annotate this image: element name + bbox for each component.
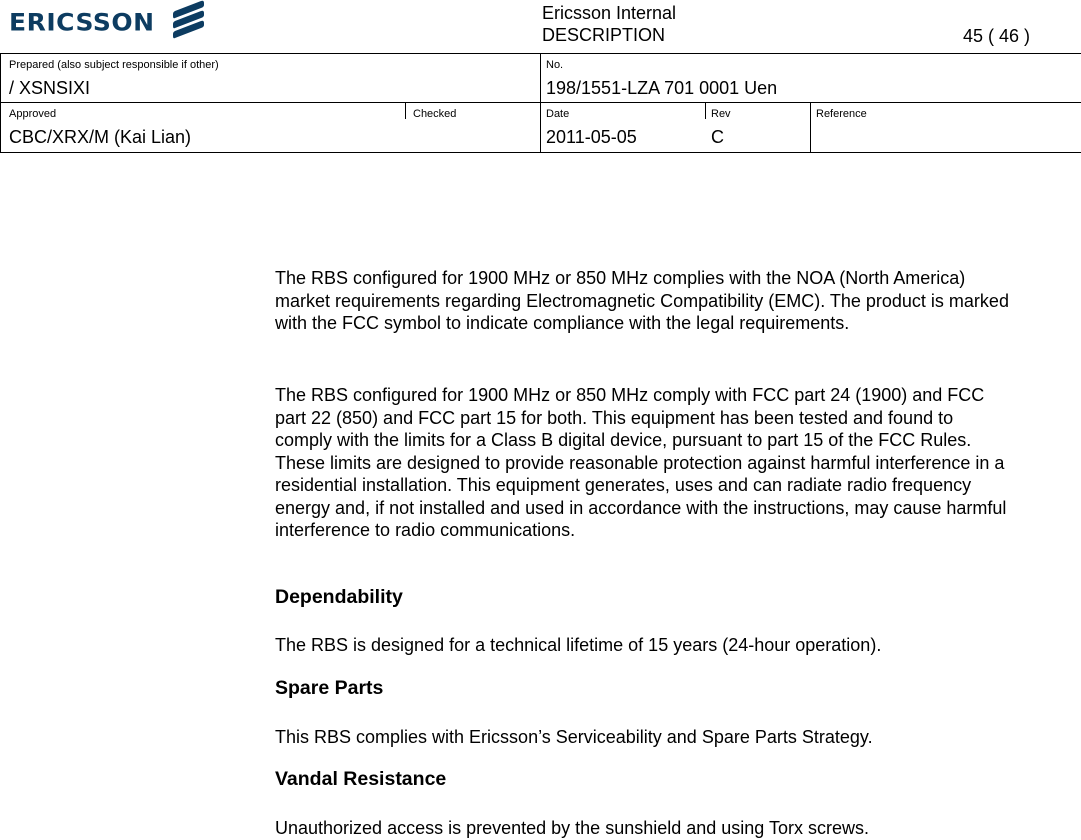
- approved-value: CBC/XRX/M (Kai Lian): [9, 127, 192, 147]
- doc-number-value: 198/1551-LZA 701 0001 Uen: [546, 78, 778, 98]
- reference-label: Reference: [816, 108, 867, 120]
- page-number: 45 ( 46 ): [963, 26, 1031, 46]
- paragraph-emc: The RBS configured for 1900 MHz or 850 MHz complies with the NOA (North America) market requirements regarding Electromagnetic Compatibility (EMC). The product is marked with the FCC symbol to indicate compliance with the legal requirements.: [275, 268, 1009, 333]
- divider: [705, 103, 706, 119]
- divider: [0, 53, 1, 153]
- prepared-label: Prepared (also subject responsible if other): [9, 59, 219, 71]
- checked-label: Checked: [413, 108, 457, 120]
- prepared-value: / XSNSIXI: [9, 78, 91, 98]
- section-heading-vandal-resistance: Vandal Resistance: [275, 768, 447, 790]
- classification: Ericsson Internal: [542, 3, 677, 23]
- section-heading-dependability: Dependability: [275, 586, 403, 608]
- ericsson-logo-icon: [172, 0, 206, 40]
- rev-label: Rev: [711, 108, 731, 120]
- divider: [810, 103, 811, 153]
- ericsson-logo-text: ERICSSON: [9, 8, 155, 37]
- divider: [540, 53, 541, 153]
- date-label: Date: [546, 108, 570, 120]
- rev-value: C: [711, 127, 724, 147]
- approved-label: Approved: [9, 108, 57, 120]
- doc-number-label: No.: [546, 59, 564, 71]
- divider: [405, 103, 406, 119]
- paragraph-fcc: The RBS configured for 1900 MHz or 850 MHz comply with FCC part 24 (1900) and FCC part 22 (850) and FCC part 15 for both. This equipment has been tested and found to comply with the limits for a Class B digital device, pursuant to part 15 of the FCC Rules. These limits are designed to provide reasonable protection against harmful interference in a residential installation. This equipment generates, uses and can radiate radio frequency energy and, if not installed and used in accordance with the instructions, may cause harmful interference to radio communications.: [275, 385, 1007, 540]
- section-text-vandal-resistance: Unauthorized access is prevented by the sunshield and using Torx screws.: [275, 818, 869, 838]
- section-text-spare-parts: This RBS complies with Ericsson’s Serviceability and Spare Parts Strategy.: [275, 727, 873, 747]
- date-value: 2011-05-05: [546, 127, 637, 147]
- section-text-dependability: The RBS is designed for a technical lifetime of 15 years (24-hour operation).: [275, 635, 882, 655]
- header-title-block: [542, 2, 676, 46]
- doc-type: DESCRIPTION: [542, 25, 666, 45]
- section-heading-spare-parts: Spare Parts: [275, 677, 384, 699]
